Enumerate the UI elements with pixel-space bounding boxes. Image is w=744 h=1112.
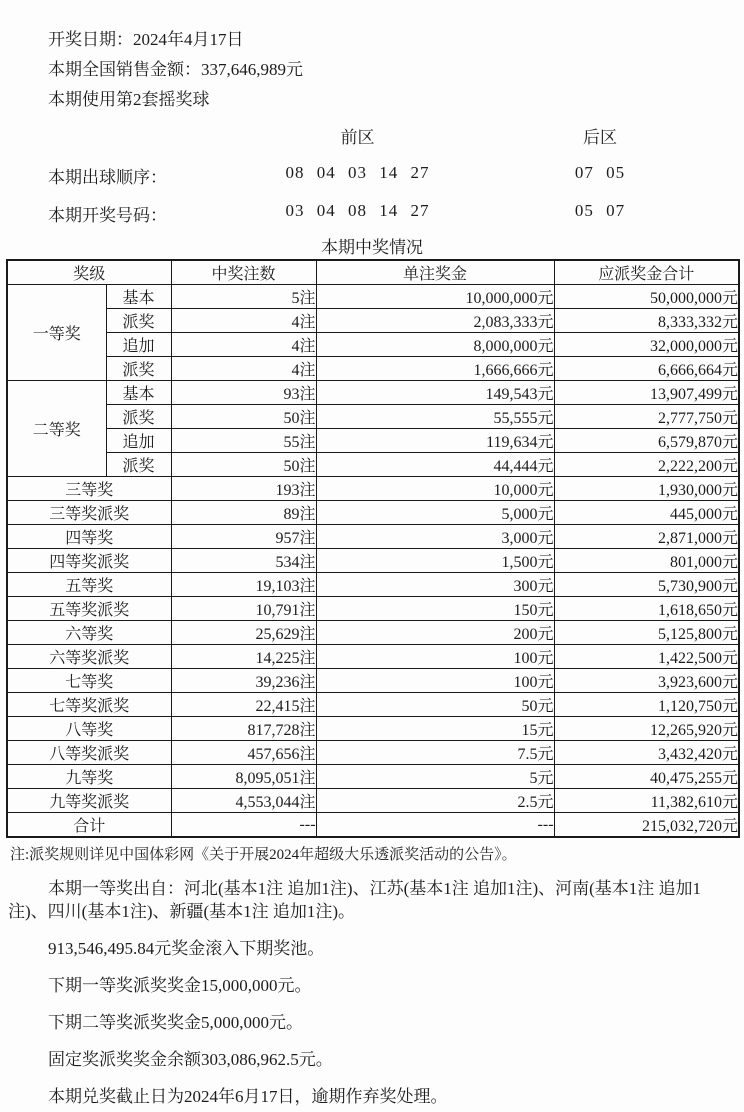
- prize-table-row: [7, 333, 739, 357]
- prize-grade-cell: 八等奖派奖: [7, 741, 171, 765]
- prize-grade-cell: 九等奖派奖: [7, 789, 171, 813]
- prize-value-cell: 39,236注: [171, 669, 316, 693]
- draw-date-line: 开奖日期：2024年4月17日: [48, 30, 244, 49]
- prize-value-cell: 10,000,000元: [316, 285, 554, 309]
- prize-table-row: [7, 597, 739, 621]
- draw-order-front-numbers: 08 04 03 14 27: [285, 163, 430, 182]
- prize-table-row: [7, 621, 739, 645]
- prize-table: [6, 259, 740, 838]
- prize-table-body: [7, 285, 739, 838]
- prize-value-cell: 149,543元: [316, 381, 554, 405]
- draw-order-label: 本期出球顺序：: [48, 168, 167, 187]
- prize-value-cell: 89注: [171, 501, 316, 525]
- prize-subtype-cell: 派奖: [106, 453, 171, 477]
- prize-table-row: [7, 693, 739, 717]
- prize-grade-cell: 六等奖派奖: [7, 645, 171, 669]
- zone-header-row: [0, 121, 744, 155]
- prize-value-cell: 2,871,000元: [554, 525, 739, 549]
- prize-value-cell: 5注: [171, 285, 316, 309]
- prize-table-header-cell: 中奖注数: [171, 260, 316, 285]
- prize-value-cell: 193注: [171, 477, 316, 501]
- prize-table-row: [7, 549, 739, 573]
- prize-value-cell: 215,032,720元: [554, 813, 739, 838]
- prize-value-cell: 93注: [171, 381, 316, 405]
- prize-value-cell: 801,000元: [554, 549, 739, 573]
- prize-value-cell: 150元: [316, 597, 554, 621]
- prize-value-cell: 25,629注: [171, 621, 316, 645]
- prize-value-cell: 300元: [316, 573, 554, 597]
- prize-table-row: [7, 645, 739, 669]
- prize-value-cell: 13,907,499元: [554, 381, 739, 405]
- prize-table-row: [7, 525, 739, 549]
- prize-table-row: [7, 381, 739, 405]
- draw-order-row: [0, 155, 744, 193]
- prize-value-cell: 3,923,600元: [554, 669, 739, 693]
- prize-grade-cell: 三等奖: [7, 477, 171, 501]
- prize-value-cell: 2,083,333元: [316, 309, 554, 333]
- prize-value-cell: 2.5元: [316, 789, 554, 813]
- prize-value-cell: 2,777,750元: [554, 405, 739, 429]
- prize-value-cell: 445,000元: [554, 501, 739, 525]
- footer-paragraphs: [0, 877, 744, 1108]
- prize-value-cell: 5,000元: [316, 501, 554, 525]
- prize-table-title: 本期中奖情况: [321, 238, 423, 257]
- winning-numbers-front: 03 04 08 14 27: [285, 201, 430, 220]
- prize-table-header-cell: 奖级: [7, 260, 171, 285]
- prize-value-cell: 50注: [171, 453, 316, 477]
- prize-table-row: [7, 789, 739, 813]
- prize-table-row: [7, 357, 739, 381]
- prize-value-cell: ---: [316, 813, 554, 838]
- prize-value-cell: 1,120,750元: [554, 693, 739, 717]
- prize-value-cell: 3,432,420元: [554, 741, 739, 765]
- prize-value-cell: 4注: [171, 357, 316, 381]
- prize-value-cell: 22,415注: [171, 693, 316, 717]
- winning-numbers-row: [0, 193, 744, 231]
- prize-subtype-cell: 追加: [106, 333, 171, 357]
- prize-table-row: [7, 741, 739, 765]
- prize-value-cell: 2,222,200元: [554, 453, 739, 477]
- prize-subtype-cell: 追加: [106, 429, 171, 453]
- prize-value-cell: 457,656注: [171, 741, 316, 765]
- prize-table-row: [7, 453, 739, 477]
- footer-paragraph: 913,546,495.84元奖金滚入下期奖池。: [48, 939, 325, 958]
- prize-subtype-cell: 派奖: [106, 309, 171, 333]
- prize-value-cell: 6,666,664元: [554, 357, 739, 381]
- prize-table-row: [7, 429, 739, 453]
- footer-paragraph: 下期一等奖派奖奖金15,000,000元。: [48, 976, 312, 995]
- prize-value-cell: 1,930,000元: [554, 477, 739, 501]
- prize-grade-cell: 四等奖派奖: [7, 549, 171, 573]
- prize-value-cell: 55注: [171, 429, 316, 453]
- prize-value-cell: 40,475,255元: [554, 765, 739, 789]
- winning-numbers-back: 05 07: [574, 201, 626, 220]
- prize-value-cell: 50,000,000元: [554, 285, 739, 309]
- prize-table-row: [7, 573, 739, 597]
- prize-table-row: [7, 669, 739, 693]
- prize-value-cell: 11,382,610元: [554, 789, 739, 813]
- prize-value-cell: 10,000元: [316, 477, 554, 501]
- prize-value-cell: 534注: [171, 549, 316, 573]
- prize-value-cell: 1,422,500元: [554, 645, 739, 669]
- prize-value-cell: 8,095,051注: [171, 765, 316, 789]
- prize-subtype-cell: 基本: [106, 285, 171, 309]
- prize-value-cell: 100元: [316, 645, 554, 669]
- prize-value-cell: 4注: [171, 309, 316, 333]
- prize-grade-cell: 合计: [7, 813, 171, 838]
- prize-value-cell: 15元: [316, 717, 554, 741]
- prize-table-row: [7, 405, 739, 429]
- prize-grade-cell: 四等奖: [7, 525, 171, 549]
- prize-table-row: [7, 717, 739, 741]
- draw-order-back-numbers: 07 05: [574, 163, 626, 182]
- prize-grade-cell: 五等奖派奖: [7, 597, 171, 621]
- prize-table-row: [7, 309, 739, 333]
- prize-value-cell: 32,000,000元: [554, 333, 739, 357]
- prize-value-cell: 8,000,000元: [316, 333, 554, 357]
- prize-value-cell: 3,000元: [316, 525, 554, 549]
- prize-value-cell: 14,225注: [171, 645, 316, 669]
- prize-value-cell: 200元: [316, 621, 554, 645]
- prize-subtype-cell: 派奖: [106, 357, 171, 381]
- prize-grade-cell: 一等奖: [7, 285, 106, 381]
- prize-grade-cell: 三等奖派奖: [7, 501, 171, 525]
- prize-value-cell: 4,553,044注: [171, 789, 316, 813]
- front-zone-label: 前区: [340, 128, 375, 147]
- back-zone-label: 后区: [583, 128, 617, 147]
- prize-value-cell: 6,579,870元: [554, 429, 739, 453]
- prize-value-cell: 119,634元: [316, 429, 554, 453]
- footer-paragraph: 本期兑奖截止日为2024年6月17日，逾期作弃奖处理。: [48, 1087, 448, 1106]
- footnote-line: 注:派奖规则详见中国体彩网《关于开展2024年超级大乐透派奖活动的公告》。: [10, 847, 517, 863]
- prize-grade-cell: 七等奖派奖: [7, 693, 171, 717]
- prize-table-row: [7, 477, 739, 501]
- footer-paragraph: 下期二等奖派奖奖金5,000,000元。: [48, 1013, 303, 1032]
- prize-grade-cell: 七等奖: [7, 669, 171, 693]
- prize-value-cell: 19,103注: [171, 573, 316, 597]
- prize-value-cell: 1,666,666元: [316, 357, 554, 381]
- prize-value-cell: 5,730,900元: [554, 573, 739, 597]
- prize-grade-cell: 二等奖: [7, 381, 106, 477]
- prize-value-cell: 50注: [171, 405, 316, 429]
- prize-value-cell: 5元: [316, 765, 554, 789]
- prize-table-header-row: [7, 260, 739, 285]
- footer-paragraph: 固定奖派奖奖金余额303,086,962.5元。: [48, 1050, 333, 1069]
- prize-table-row: [7, 501, 739, 525]
- prize-grade-cell: 五等奖: [7, 573, 171, 597]
- prize-value-cell: 12,265,920元: [554, 717, 739, 741]
- prize-subtype-cell: 基本: [106, 381, 171, 405]
- prize-value-cell: 1,618,650元: [554, 597, 739, 621]
- prize-subtype-cell: 派奖: [106, 405, 171, 429]
- prize-value-cell: 100元: [316, 669, 554, 693]
- prize-value-cell: 817,728注: [171, 717, 316, 741]
- prize-table-row: [7, 813, 739, 838]
- prize-value-cell: 10,791注: [171, 597, 316, 621]
- prize-grade-cell: 六等奖: [7, 621, 171, 645]
- prize-value-cell: 4注: [171, 333, 316, 357]
- prize-value-cell: 957注: [171, 525, 316, 549]
- prize-value-cell: 50元: [316, 693, 554, 717]
- top-info-block: [48, 25, 744, 115]
- prize-value-cell: 8,333,332元: [554, 309, 739, 333]
- prize-grade-cell: 八等奖: [7, 717, 171, 741]
- winning-numbers-label: 本期开奖号码：: [48, 206, 167, 225]
- prize-value-cell: ---: [171, 813, 316, 838]
- prize-grade-cell: 九等奖: [7, 765, 171, 789]
- prize-table-header-cell: 应派奖金合计: [554, 260, 739, 285]
- prize-value-cell: 5,125,800元: [554, 621, 739, 645]
- sales-amount-line: 本期全国销售金额：337,646,989元: [48, 60, 303, 79]
- prize-table-header-cell: 单注奖金: [316, 260, 554, 285]
- prize-value-cell: 7.5元: [316, 741, 554, 765]
- prize-value-cell: 44,444元: [316, 453, 554, 477]
- prize-value-cell: 55,555元: [316, 405, 554, 429]
- prize-table-row: [7, 285, 739, 309]
- prize-value-cell: 1,500元: [316, 549, 554, 573]
- ball-set-line: 本期使用第2套摇奖球: [48, 90, 210, 109]
- prize-table-row: [7, 765, 739, 789]
- footer-paragraph: 本期一等奖出自：河北(基本1注 追加1注)、江苏(基本1注 追加1注)、河南(基本1注 追加1注)、四川(基本1注)、新疆(基本1注 追加1注)。: [8, 879, 702, 921]
